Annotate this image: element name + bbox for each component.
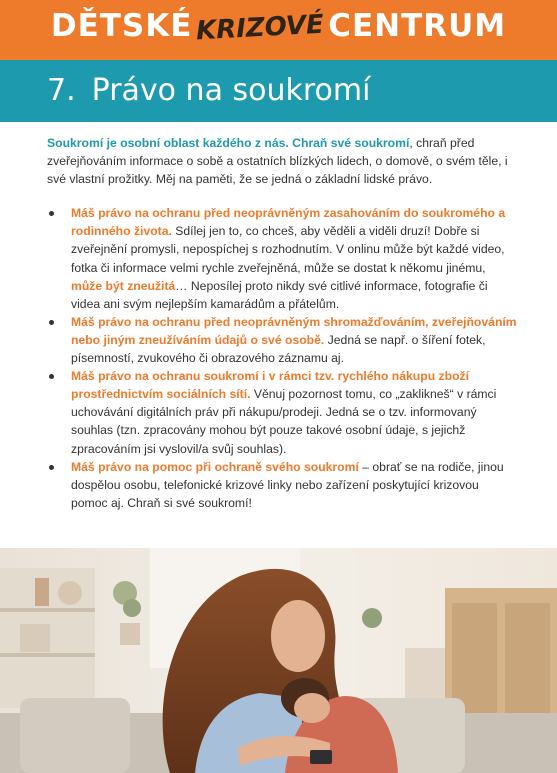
mother-hugging-child-photo (0, 548, 557, 773)
bullet-icon (49, 211, 54, 216)
right-lead: Máš právo na ochranu před neoprávněným zasahováním do soukromého a rodinného života. (71, 206, 506, 239)
bullet-icon (49, 320, 54, 325)
brand-word-detske: DĚTSKÉ (50, 8, 193, 44)
right-lead: Máš právo na ochranu soukromí i v rámci tzv. rychlého nákupu zboží prostřednictvím sociálních sítí. (71, 369, 469, 402)
bullet-icon (49, 374, 54, 379)
section-number: 7. (47, 73, 76, 108)
rights-list (47, 204, 517, 512)
intro-highlight-1: Soukromí je osobní oblast každého z nás. (47, 136, 289, 150)
list-item (71, 367, 517, 457)
right-text: Věnuj pozornost tomu, co „zaklikneš“ v rámci uchovávání digitálních práv při nákupu/prodeji. Jedná se o tzv. informovaný souhlas (tzn. zpracovány mohou být pouze takové osobní údaje, s jejichž zpracováním jsi vyslovil/a svůj souhlas). (71, 387, 497, 456)
right-text: Sdílej jen to, co chceš, aby věděli a viděli druzí! Dobře si zveřejnění promysli, nepospíchej s rozhodnutím. V onlinu může být každé video, fotka či informace velmi rychle zveřejněná, může se dostat k někomu jinému, (71, 224, 505, 275)
intro-paragraph (47, 134, 517, 188)
right-text: Jedná se např. o šíření fotek, písemností, zvukového či obrazového záznamu aj. (71, 332, 486, 366)
right-lead: Máš právo na pomoc při ochraně svého soukromí (71, 459, 359, 474)
brand-logo (0, 6, 557, 48)
right-text-continued: … Neposílej proto nikdy své citlivé informace, fotografie či videa ani svým nejlepším kamarádům a přátelům. (71, 278, 488, 311)
section-title: Právo na soukromí (91, 73, 371, 108)
right-lead: Máš právo na ochranu před neoprávněným shromažďováním, zveřejňováním nebo jiným zneužíváním údajů o své osobě. (71, 314, 517, 347)
main-content (47, 134, 517, 512)
bullet-icon (49, 465, 54, 470)
right-emphasis: může být zneužitá (71, 278, 176, 293)
intro-text: , chraň před zveřejňováním informace o sobě a ostatních blízkých lidech, o domově, o svém těle, i své vlastní prožitky. Měj na paměti, že se jedná o základní lidské právo. (47, 136, 508, 187)
header-bar (0, 0, 557, 60)
page-title (47, 73, 370, 109)
list-item (71, 204, 517, 313)
brand-word-centrum: CENTRUM (328, 8, 507, 44)
list-item (71, 313, 517, 367)
right-text: – obrať se na rodiče, jinou dospělou osobu, telefonické krizové linky nebo zařízení poskytující krizovou pomoc aj. Chraň si své soukromí! (71, 459, 504, 510)
intro-highlight-2: Chraň své soukromí (292, 136, 410, 150)
brand-word-krizove: KRIZOVÉ (195, 9, 325, 47)
title-bar (0, 60, 557, 122)
list-item (71, 458, 517, 512)
